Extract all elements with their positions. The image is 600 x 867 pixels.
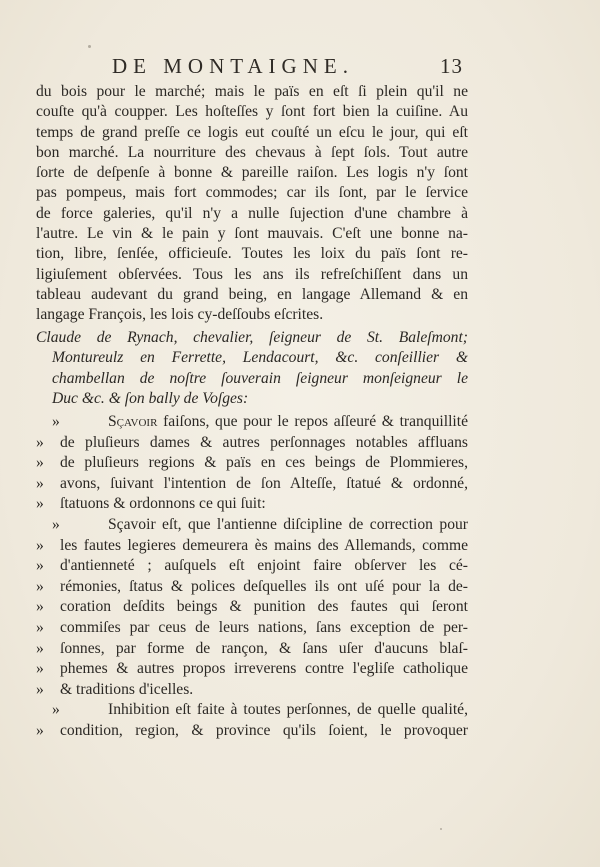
decree-article-3 <box>36 700 468 741</box>
text-line: tion, libre, ſenſée, officieuſe. Toutes les loix du païs ſont re- <box>36 245 468 263</box>
quote-mark: » <box>52 413 60 430</box>
decree-line <box>36 433 468 454</box>
text-line: de force galeries, qu'il n'y a nulle ſujection d'une chambre à <box>36 204 468 222</box>
opening-word: Sçavoir <box>108 413 158 430</box>
text-line: d'antienneté ; auſquels eſt enjoint faire obſerver les cé- <box>60 557 468 575</box>
text-line: temps de grand preſſe ce logis eut couſté un eſcu le jour, qui eſt <box>36 123 468 141</box>
text-line: chambellan de noſtre ſouverain ſeigneur monſeigneur le <box>52 369 468 387</box>
text-line: les fautes legieres demeurera ès mains des Allemands, comme <box>60 536 468 554</box>
decree-line <box>36 494 468 515</box>
quote-mark: » <box>52 516 60 533</box>
text-line: bon marché. La nourriture des chevaus à ſept ſols. Tout autre <box>36 143 468 161</box>
text-line: Sçavoir eſt, que l'antienne diſcipline de correction pour <box>108 516 468 533</box>
text-line: du bois pour le marché; mais le païs en eſt ſi plein qu'il ne <box>36 83 468 100</box>
quote-mark: » <box>36 721 44 739</box>
quote-mark: » <box>36 495 44 513</box>
decree-line <box>36 412 468 433</box>
decree-article-2 <box>36 515 468 700</box>
decree-line <box>36 453 468 474</box>
decree-line <box>36 556 468 577</box>
quote-mark: » <box>36 454 44 472</box>
decree-line <box>36 639 468 660</box>
decree-line <box>36 721 468 742</box>
text-line: l'autre. Le vin & le pain y ſont mauvais. C'eſt une bonne na- <box>36 225 468 243</box>
text-line: avons, ſuivant l'intention de ſon Alteſſe, ſtatué & ordonné, <box>60 474 468 492</box>
text-line: de pluſieurs regions & païs en ces beings de Plommieres, <box>60 454 468 472</box>
text-line: Inhibition eſt faite à toutes perſonnes, de quelle qualité, <box>108 701 468 718</box>
text-line: ſonnes, par forme de rançon, & ſans uſer d'aucuns blaſ- <box>60 639 468 657</box>
paragraph-inn-description <box>36 82 468 326</box>
quote-mark: » <box>36 474 44 492</box>
text-line: Claude de Rynach, chevalier, ſeigneur de St. Baleſmont; <box>36 329 468 346</box>
text-line: Montureulz en Ferrette, Lendacourt, &c. conſeillier & <box>52 349 468 367</box>
quote-mark: » <box>36 680 44 698</box>
decree-line <box>36 659 468 680</box>
text-line: Duc &c. & ſon bally de Voſges: <box>52 389 249 407</box>
text-line: & traditions d'icelles. <box>60 680 194 698</box>
text-line: coration deſdits beings & punition des fautes qui ſeront <box>60 598 468 616</box>
quote-mark: » <box>36 660 44 678</box>
text-line: phemes & autres propos irreverens contre l'egliſe catholique <box>60 660 468 678</box>
text-line: couſte qu'à coupper. Les hoſteſſes y ſont fort bien la cuiſine. Au <box>36 103 468 121</box>
text-line: pas pompeus, mais fort commodes; car ils ſont, par le ſervice <box>36 184 468 202</box>
paper-speck <box>88 45 91 48</box>
quote-mark: » <box>36 598 44 616</box>
decree-line <box>36 577 468 598</box>
text-line: tableau audevant du grand being, en langage Allemand & en <box>36 285 468 303</box>
quote-mark: » <box>52 701 60 718</box>
decree-line <box>36 700 468 721</box>
decree-line <box>36 618 468 639</box>
decree-line <box>36 515 468 536</box>
text-line: ſtatuons & ordonnons ce qui ſuit: <box>60 495 266 513</box>
quote-mark: » <box>36 618 44 636</box>
quote-mark: » <box>36 639 44 657</box>
paragraph-decree-heading <box>36 328 468 409</box>
text-line: de pluſieurs dames & autres perſonnages notables affluans <box>60 433 468 451</box>
decree-line <box>36 597 468 618</box>
quote-mark: » <box>36 557 44 575</box>
text-line: langage François, les lois cy-deſſoubs eſcrites. <box>36 306 324 324</box>
text-line: ſorte de deſpenſe à bonne & pareille raiſon. Les logis n'y ſont <box>36 164 468 182</box>
quote-mark: » <box>36 433 44 451</box>
decree-article-1 <box>36 412 468 515</box>
text-line: commiſes par ceus de leurs nations, ſans exception de per- <box>60 618 468 636</box>
quote-mark: » <box>36 536 44 554</box>
text-line: condition, region, & province qu'ils ſoient, le provoquer <box>60 721 468 739</box>
text-line: ligiuſement obſervées. Tous les ans ils refreſchiſſent dans un <box>36 265 468 283</box>
text-segment: faiſons, que pour le repos aſſeuré & tranquillité <box>163 413 468 430</box>
text-line: rémonies, ſtatus & polices deſquelles ils ont uſé pour la de- <box>60 577 468 595</box>
page-number: 13 <box>440 54 463 78</box>
decree-line <box>36 536 468 557</box>
paper-speck <box>440 828 442 830</box>
quote-mark: » <box>36 577 44 595</box>
decree-line <box>36 680 468 701</box>
decree-line <box>36 474 468 495</box>
running-head: DE MONTAIGNE. <box>112 54 354 78</box>
